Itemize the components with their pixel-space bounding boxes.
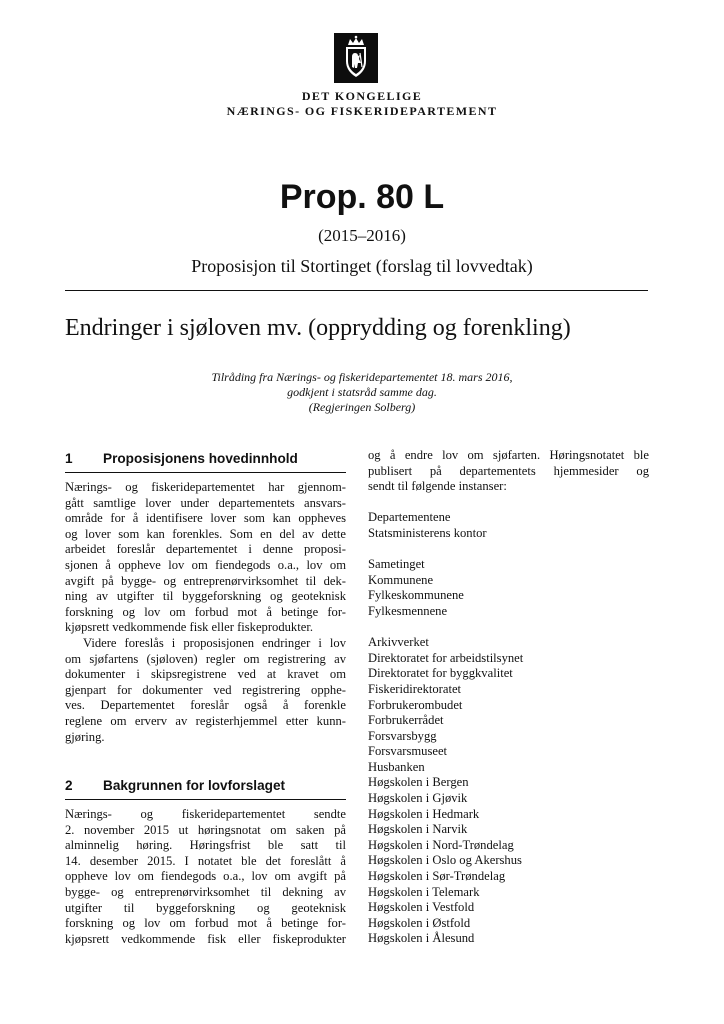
text-line: Nærings- og fiskeridepartementet sendte <box>65 807 346 822</box>
text-line: forskning og lov om forbud mot å betinge for- <box>65 916 346 931</box>
list-item: Høgskolen i Hedmark <box>368 806 480 821</box>
right-column <box>368 448 649 947</box>
list-item: Direktoratet for byggkvalitet <box>368 666 513 681</box>
text-line: 14. desember 2015. I notatet ble det foreslått å <box>65 853 346 868</box>
coat-of-arms-icon <box>334 33 378 83</box>
text-line: Nærings- og fiskeridepartementet har gjennom- <box>65 480 346 494</box>
list-item: Sametinget <box>368 557 425 572</box>
list-item: Forsvarsmuseet <box>368 744 448 759</box>
list-item: Fylkeskommunene <box>368 588 464 603</box>
section-number: 1 <box>65 451 73 466</box>
list-item: Høgskolen i Nord-Trøndelag <box>368 837 514 852</box>
list-item: Høgskolen i Bergen <box>368 775 469 790</box>
recommendation-line: Tilråding fra Nærings- og fiskeridepartementet 18. mars 2016, <box>211 370 513 384</box>
session-years: (2015–2016) <box>318 226 406 245</box>
paragraph <box>65 636 346 745</box>
section-title: Proposisjonens hovedinnhold <box>103 451 298 466</box>
text-line: forskning og lov om forbud mot å betinge for- <box>65 604 346 619</box>
list-item: Statsministerens kontor <box>368 525 487 540</box>
text-line: reglene om erverv av registerhjemmel etter kunn- <box>65 713 346 728</box>
recipient-list <box>368 510 649 541</box>
list-item: Høgskolen i Telemark <box>368 884 480 899</box>
list-item: Forbrukerombudet <box>368 697 463 712</box>
ministry-line-2: NÆRINGS- OG FISKERIDEPARTEMENT <box>226 104 498 118</box>
recipient-list <box>368 557 649 619</box>
text-line: gjenpart for dokumenter ved registrering opphe- <box>65 682 346 697</box>
list-item: Arkivverket <box>368 635 429 650</box>
text-line: ning av utgifter til byggeforskning og geoteknisk <box>65 589 346 604</box>
ministry-line-1: DET KONGELIGE <box>301 89 423 103</box>
proposition-number: Prop. 80 L <box>279 178 445 216</box>
text-line: bygge- og entreprenørvirksomhet til dekning av <box>65 885 346 900</box>
proposition-subtitle: Proposisjon til Stortinget (forslag til lovvedtak) <box>191 256 533 276</box>
list-item: Direktoratet for arbeidstilsynet <box>368 650 524 665</box>
text-line: dokumenter i skipsregistrene ved at kravet om <box>65 667 346 682</box>
text-line: publisert på departementets hjemmesider og <box>368 463 649 478</box>
text-line: kjøpsrett vedkommende fisk eller fiskeprodukter. <box>65 620 313 635</box>
section-heading <box>65 449 346 473</box>
text-line: avgift på bygge- og entreprenørvirksomhet til dek- <box>65 573 346 588</box>
list-item: Høgskolen i Ålesund <box>368 931 475 946</box>
recipient-list <box>368 635 649 947</box>
list-item: Fiskeridirektoratet <box>368 681 462 696</box>
title-divider <box>65 290 648 291</box>
text-line: 2. november 2015 ut høringsnotat om saken på <box>65 822 346 837</box>
recommendation-line: godkjent i statsråd samme dag. <box>287 385 437 399</box>
paragraph <box>65 807 346 947</box>
text-line: Videre foreslås i proposisjonen endringer i lov <box>83 635 346 650</box>
list-item: Kommunene <box>368 572 434 587</box>
section-number: 2 <box>65 778 73 794</box>
text-line: gjøring. <box>65 729 105 744</box>
recommendation-line: (Regjeringen Solberg) <box>308 400 416 414</box>
list-item: Forsvarsbygg <box>368 728 437 743</box>
list-item: Departementene <box>368 510 451 525</box>
list-item: Fylkesmennene <box>368 603 448 618</box>
recommendation-block <box>0 370 724 415</box>
left-column <box>65 449 346 947</box>
document-title: Endringer i sjøloven mv. (opprydding og forenkling) <box>65 315 571 341</box>
paragraph <box>65 480 346 636</box>
text-line: kjøpsrett vedkommende fisk eller fiskeprodukter <box>65 931 346 946</box>
list-item: Høgskolen i Sør-Trøndelag <box>368 869 506 884</box>
text-line: ves. Departementet foreslår også å forenkle <box>65 698 346 713</box>
text-line: oppheve lov om fiendegods o.a., lov om avgift på <box>65 869 346 884</box>
list-item: Høgskolen i Vestfold <box>368 900 475 915</box>
paragraph <box>368 448 649 495</box>
text-line: om sjøfartens (sjøloven) regler om registrering av <box>65 651 346 666</box>
list-item: Forbrukerrådet <box>368 713 444 728</box>
list-item: Høgskolen i Gjøvik <box>368 791 468 806</box>
section-heading <box>65 776 346 800</box>
text-line: gått samtlige lover under departementets ansvars- <box>65 495 346 510</box>
list-item: Husbanken <box>368 759 425 774</box>
text-line: arbeidet foreslår departementet i denne proposi- <box>65 542 346 557</box>
text-line: sjonen å oppheve lov om fiendegods o.a., lov om <box>65 557 346 572</box>
text-line: utgifter til byggeforskning og geoteknisk <box>65 900 346 915</box>
text-line: alminnelig høring. Høringsfrist ble satt til <box>65 838 346 853</box>
text-line: sendt til følgende instanser: <box>368 479 507 494</box>
text-line: område for å identifisere lover som kan oppheves <box>65 511 346 526</box>
section-title: Bakgrunnen for lovforslaget <box>103 778 286 794</box>
list-item: Høgskolen i Narvik <box>368 822 468 837</box>
list-item: Høgskolen i Oslo og Akershus <box>368 853 522 868</box>
text-line: og lover som kan forenkles. Som en del av dette <box>65 526 346 541</box>
text-line: og å endre lov om sjøfarten. Høringsnotatet ble <box>368 448 649 462</box>
list-item: Høgskolen i Østfold <box>368 915 471 930</box>
